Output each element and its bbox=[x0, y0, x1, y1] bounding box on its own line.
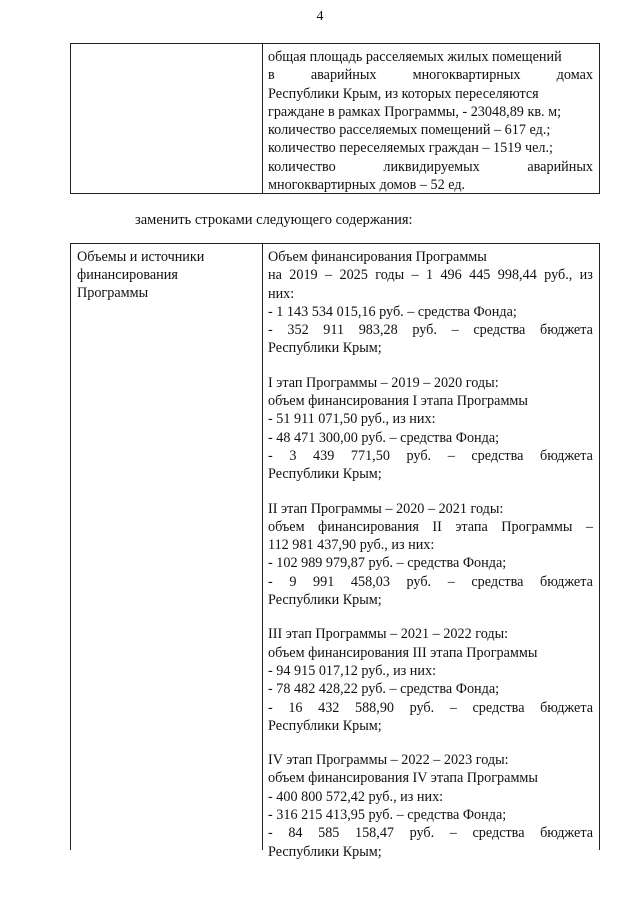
text-line: Республики Крым; bbox=[268, 717, 382, 734]
word: из bbox=[579, 267, 593, 284]
word: руб. bbox=[406, 447, 432, 464]
text-line: объем финансирования III этапа Программы bbox=[268, 644, 538, 661]
word: 458,03 bbox=[350, 573, 390, 590]
word: средства bbox=[471, 573, 524, 590]
word: – bbox=[449, 699, 457, 716]
table-cell-empty bbox=[71, 44, 263, 193]
word: 991 bbox=[313, 573, 335, 590]
word: объем bbox=[268, 518, 305, 535]
word: 432 bbox=[318, 699, 340, 716]
word: годы bbox=[375, 267, 405, 284]
word: 84 bbox=[288, 825, 303, 842]
text-line: Республики Крым; bbox=[268, 340, 382, 357]
word: 2025 bbox=[339, 267, 368, 284]
text-line: Республики Крым; bbox=[268, 592, 382, 609]
text-line: - 48 471 300,00 руб. – средства Фонда; bbox=[268, 429, 500, 446]
text-line: граждане в рамках Программы, - 23048,89 кв. м; bbox=[268, 103, 562, 120]
word: руб. bbox=[409, 825, 435, 842]
word: средства bbox=[472, 825, 525, 842]
text-line bbox=[268, 66, 593, 84]
word: – bbox=[585, 518, 593, 535]
table-fragment-old bbox=[70, 43, 600, 194]
text-line: количество расселяемых помещений – 617 ед.; bbox=[268, 122, 551, 139]
word: 2019 bbox=[289, 267, 318, 284]
word: бюджета bbox=[540, 699, 593, 716]
text-line bbox=[268, 573, 593, 591]
word: на bbox=[268, 267, 282, 284]
word: - bbox=[268, 573, 273, 590]
text-line bbox=[268, 824, 593, 842]
word: 771,50 bbox=[350, 447, 390, 464]
text-line: Республики Крым, из которых переселяются bbox=[268, 85, 539, 102]
text-line: - 102 989 979,87 руб. – средства Фонда; bbox=[268, 555, 507, 572]
text-line: общая площадь расселяемых жилых помещений bbox=[268, 49, 562, 65]
text-line: объем финансирования IV этапа Программы bbox=[268, 770, 538, 787]
text-line: - 316 215 413,95 руб. – средства Фонда; bbox=[268, 807, 507, 824]
text-line: - 51 911 071,50 руб., из них: bbox=[268, 411, 436, 428]
text-line: I этап Программы – 2019 – 2020 годы: bbox=[268, 374, 499, 391]
word: ликвидируемых bbox=[383, 158, 480, 175]
word: – bbox=[325, 267, 333, 284]
word: бюджета bbox=[540, 447, 593, 464]
paragraph-gap bbox=[268, 484, 593, 500]
text-line: IV этап Программы – 2022 – 2023 годы: bbox=[268, 752, 509, 769]
table-cell-row-title bbox=[71, 244, 263, 850]
paragraph-gap bbox=[268, 735, 593, 751]
text-line: - 400 800 572,42 руб., из них: bbox=[268, 788, 444, 805]
word: количество bbox=[268, 158, 336, 175]
word: средства bbox=[473, 322, 526, 339]
text-line: III этап Программы – 2021 – 2022 годы: bbox=[268, 626, 509, 643]
word: 158,47 bbox=[354, 825, 394, 842]
word: Программы bbox=[501, 518, 573, 535]
word: - bbox=[268, 322, 273, 339]
text-line: многоквартирных домов – 52 ед. bbox=[268, 177, 466, 194]
text-line bbox=[268, 518, 593, 536]
word: II bbox=[432, 518, 442, 535]
word: 911 bbox=[323, 322, 345, 339]
word: - bbox=[268, 825, 273, 842]
text-line bbox=[268, 266, 593, 284]
word: 352 bbox=[287, 322, 309, 339]
text-line: - 78 482 428,22 руб. – средства Фонда; bbox=[268, 681, 500, 698]
word: многоквартирных bbox=[412, 67, 521, 84]
word: руб., bbox=[544, 267, 573, 284]
text-line: Объем финансирования Программы bbox=[268, 249, 487, 265]
text-line: 112 981 437,90 руб., из них: bbox=[268, 537, 435, 554]
text-line bbox=[268, 447, 593, 465]
word: 585 bbox=[318, 825, 340, 842]
word: финансирования bbox=[318, 518, 419, 535]
text-line bbox=[268, 158, 593, 176]
word: руб. bbox=[409, 699, 435, 716]
text-line: Республики Крым; bbox=[268, 843, 382, 860]
word: 983,28 bbox=[358, 322, 398, 339]
table-cell-old-text bbox=[263, 44, 599, 193]
table-fragment-new bbox=[70, 243, 600, 860]
word: этапа bbox=[455, 518, 488, 535]
text-line bbox=[268, 699, 593, 717]
page-number: 4 bbox=[316, 9, 324, 24]
word: – bbox=[451, 322, 459, 339]
word: бюджета bbox=[540, 825, 593, 842]
row-title-line: Объемы и источники bbox=[77, 249, 205, 265]
text-line: них: bbox=[268, 285, 295, 302]
text-line: II этап Программы – 2020 – 2021 годы: bbox=[268, 500, 504, 517]
word: бюджета bbox=[540, 322, 593, 339]
paragraph-gap bbox=[268, 358, 593, 374]
word: 16 bbox=[288, 699, 303, 716]
word: руб. bbox=[406, 573, 432, 590]
table-cell-financing-text bbox=[263, 244, 599, 860]
word: – bbox=[447, 447, 455, 464]
word: бюджета bbox=[540, 573, 593, 590]
word: – bbox=[411, 267, 419, 284]
word: 439 bbox=[313, 447, 335, 464]
word: аварийных bbox=[527, 158, 593, 175]
word: средства bbox=[472, 699, 525, 716]
word: 588,90 bbox=[354, 699, 394, 716]
word: 1 bbox=[425, 267, 434, 284]
text-line: - 94 915 017,12 руб., из них: bbox=[268, 662, 437, 679]
text-line: Республики Крым; bbox=[268, 466, 382, 483]
text-line: количество переселяемых граждан – 1519 чел.; bbox=[268, 140, 553, 157]
word: в bbox=[268, 67, 275, 84]
word: средства bbox=[471, 447, 524, 464]
word: 445 bbox=[469, 267, 491, 284]
row-title-line: финансирования bbox=[77, 267, 178, 283]
word: руб. bbox=[412, 322, 437, 339]
word: 3 bbox=[289, 447, 297, 464]
replacement-instruction: заменить строками следующего содержания: bbox=[135, 212, 413, 228]
text-line: - 1 143 534 015,16 руб. – средства Фонда; bbox=[268, 303, 517, 320]
row-title-line: Программы bbox=[77, 285, 149, 301]
text-line bbox=[268, 321, 593, 339]
word: домах bbox=[556, 67, 593, 84]
word: - bbox=[268, 447, 273, 464]
word: - bbox=[268, 699, 273, 716]
word: аварийных bbox=[310, 67, 377, 84]
text-line: объем финансирования I этапа Программы bbox=[268, 393, 528, 410]
word: 9 bbox=[289, 573, 297, 590]
word: – bbox=[447, 573, 455, 590]
paragraph-gap bbox=[268, 609, 593, 625]
word: 496 bbox=[440, 267, 462, 284]
word: – bbox=[449, 825, 457, 842]
word: 998,44 bbox=[497, 267, 537, 284]
